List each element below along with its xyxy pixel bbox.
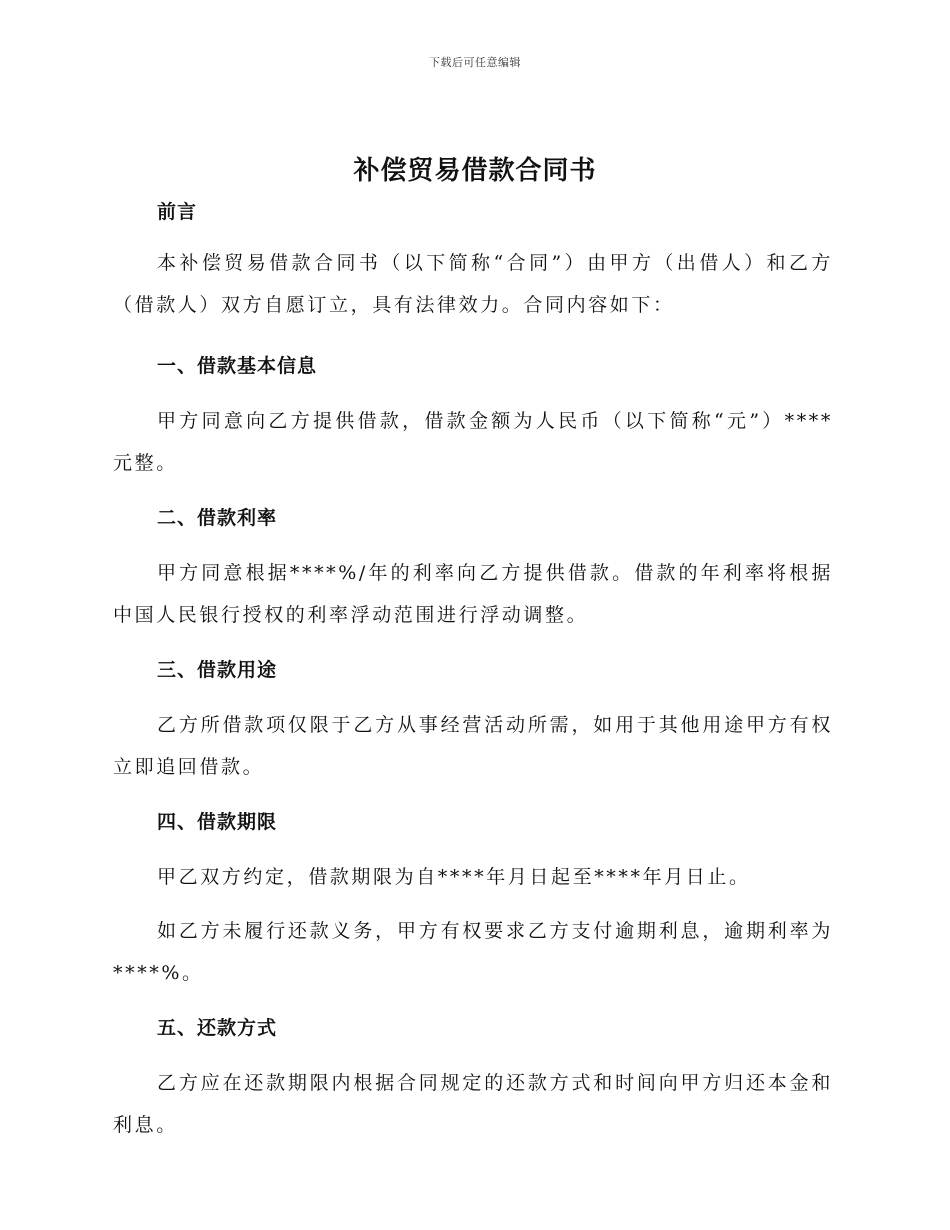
section-heading-loan-info: 一、借款基本信息	[157, 355, 318, 377]
section-heading-interest-rate: 二、借款利率	[157, 507, 278, 529]
header-note: 下载后可任意编辑	[429, 56, 521, 69]
paragraph-preface: 本补偿贸易借款合同书（以下简称“合同”）由甲方（出借人）和乙方（借款人）双方自愿订立，具有法律效力。合同内容如下：	[113, 252, 833, 316]
section-heading-preface: 前言	[157, 201, 198, 223]
paragraph-loan-info: 甲方同意向乙方提供借款，借款金额为人民币（以下简称“元”）****元整。	[113, 410, 833, 474]
paragraph-loan-term: 甲乙双方约定，借款期限为自****年月日起至****年月日止。	[157, 866, 751, 888]
section-heading-loan-term: 四、借款期限	[157, 811, 278, 833]
paragraph-loan-purpose: 乙方所借款项仅限于乙方从事经营活动所需，如用于其他用途甲方有权立即追回借款。	[113, 714, 833, 778]
paragraph-repayment: 乙方应在还款期限内根据合同规定的还款方式和时间向甲方归还本金和利息。	[113, 1072, 833, 1136]
document-body	[113, 194, 833, 1146]
paragraph-interest-rate: 甲方同意根据****%/年的利率向乙方提供借款。借款的年利率将根据中国人民银行授权的利率浮动范围进行浮动调整。	[113, 562, 833, 626]
document-title: 补偿贸易借款合同书	[353, 156, 597, 186]
paragraph-overdue-interest: 如乙方未履行还款义务，甲方有权要求乙方支付逾期利息，逾期利率为****%。	[113, 920, 833, 984]
section-heading-repayment: 五、还款方式	[157, 1017, 278, 1039]
section-heading-loan-purpose: 三、借款用途	[157, 659, 278, 681]
